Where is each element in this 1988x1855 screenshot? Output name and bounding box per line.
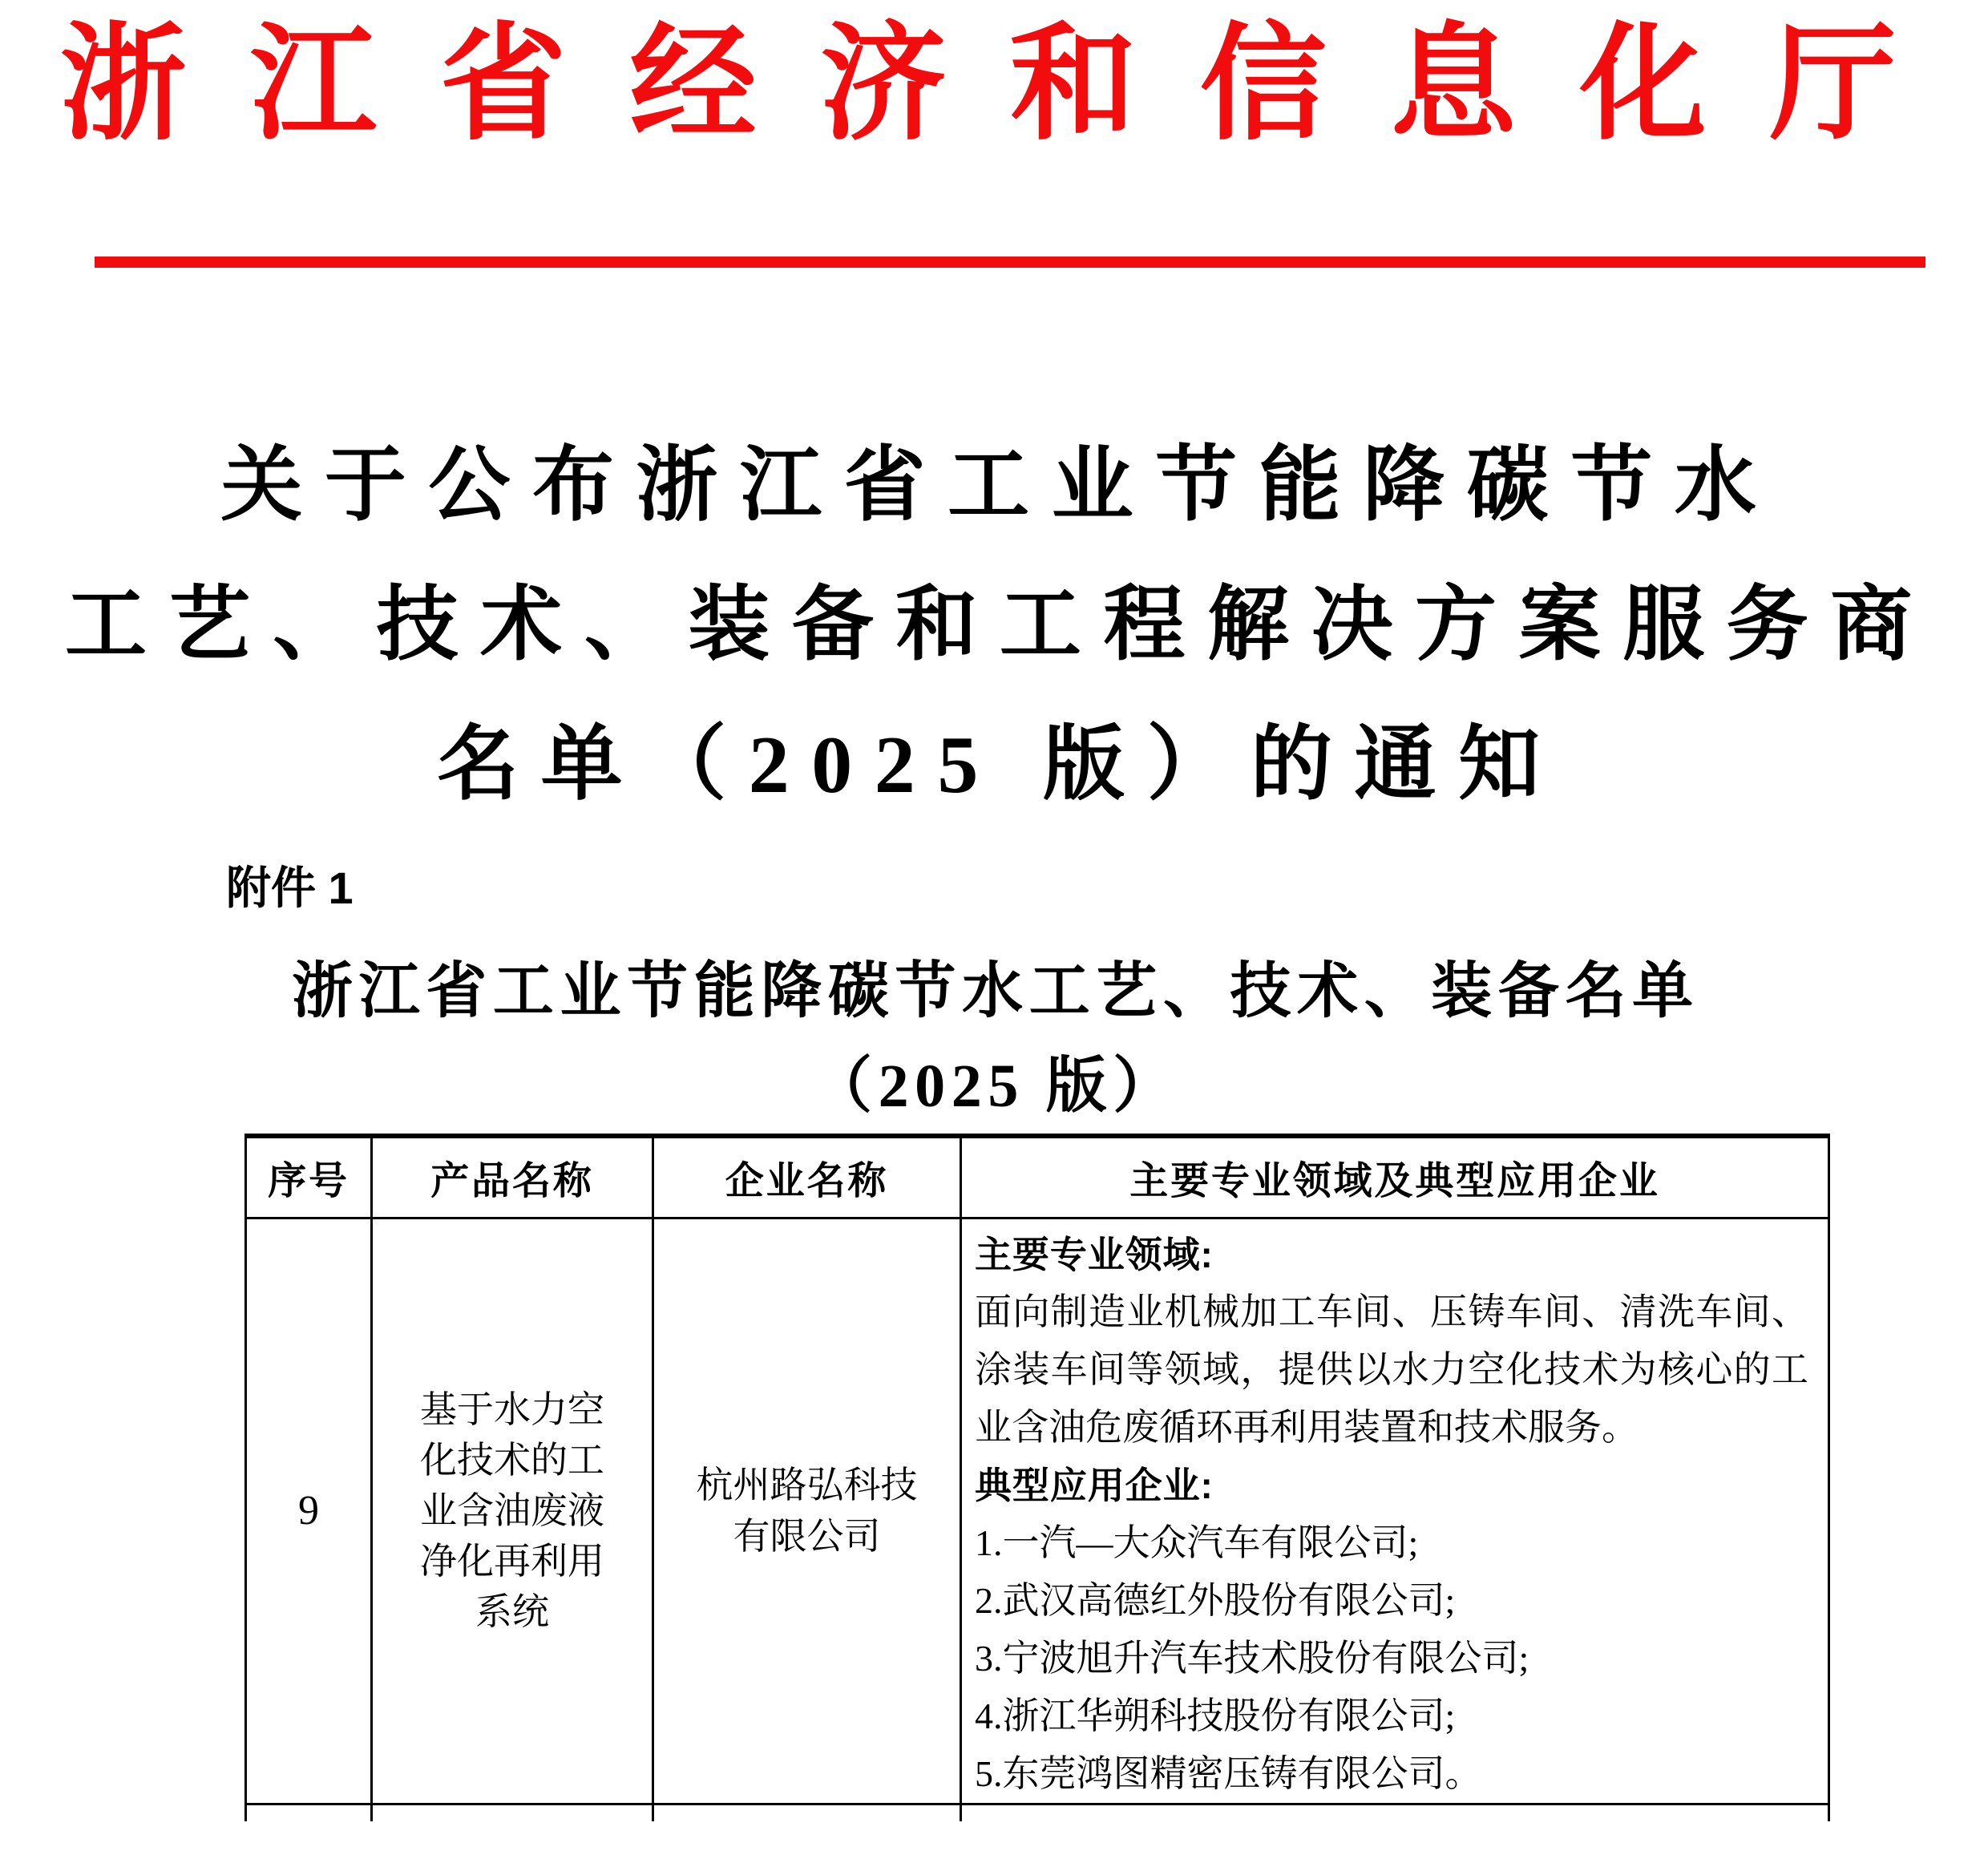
applied-company-item: 1.一汽—大众汽车有限公司; <box>975 1522 1419 1563</box>
red-divider <box>95 257 1925 268</box>
equipment-list-table <box>244 1134 1830 1821</box>
col-header-detail: 主要专业领域及典型应用企业 <box>961 1136 1829 1218</box>
attachment-label: 附件 1 <box>226 863 354 913</box>
applied-company-item: 5.东莞鸿图精密压铸有限公司。 <box>975 1752 1482 1794</box>
list-title-line-1: 浙江省工业节能降碳节水工艺、技术、装备名单 <box>292 958 1699 1025</box>
partial-cell <box>246 1804 372 1821</box>
table-header-row <box>246 1136 1829 1218</box>
row-index-cell: 9 <box>246 1218 372 1804</box>
partial-cell <box>961 1804 1829 1821</box>
agency-masthead: 浙江省经济和信息化厅 <box>59 15 1960 156</box>
applied-company-item: 2.武汉高德红外股份有限公司; <box>975 1579 1456 1621</box>
notice-title-line-2: 工艺、技术、装备和工程解决方案服务商 <box>65 580 1934 671</box>
main-field-label: 主要专业领域: <box>975 1233 1214 1275</box>
notice-title-line-1: 关于公布浙江省工业节能降碳节水 <box>220 441 1779 531</box>
product-name-cell: 基于水力空化技术的工业含油废液净化再利用系统 <box>372 1218 653 1804</box>
partial-cell <box>653 1804 961 1821</box>
list-title <box>0 944 1988 1134</box>
table-row <box>246 1218 1829 1804</box>
col-header-index: 序号 <box>246 1136 372 1218</box>
list-title-line-2: （2025 版） <box>810 1053 1180 1120</box>
col-header-company: 企业名称 <box>653 1136 961 1218</box>
partial-next-row <box>246 1804 1829 1821</box>
partial-cell <box>372 1804 653 1821</box>
main-field-text: 面向制造业机械加工车间、压铸车间、清洗车间、涂装车间等领域，提供以水力空化技术为核心的工业含油危废循环再利用装置和技术服务。 <box>975 1291 1808 1448</box>
applied-company-item: 4.浙江华朔科技股份有限公司; <box>975 1695 1456 1736</box>
table-header <box>246 1136 1829 1218</box>
company-name-cell: 杭州路弘科技有限公司 <box>653 1218 961 1804</box>
typical-apps-label: 典型应用企业: <box>975 1464 1214 1506</box>
notice-title-line-3: 名单（2025 版）的通知 <box>437 720 1562 810</box>
col-header-product: 产品名称 <box>372 1136 653 1218</box>
detail-cell <box>961 1218 1829 1804</box>
applied-company-item: 3.宁波旭升汽车技术股份有限公司; <box>975 1637 1529 1679</box>
notice-title <box>0 417 1988 835</box>
